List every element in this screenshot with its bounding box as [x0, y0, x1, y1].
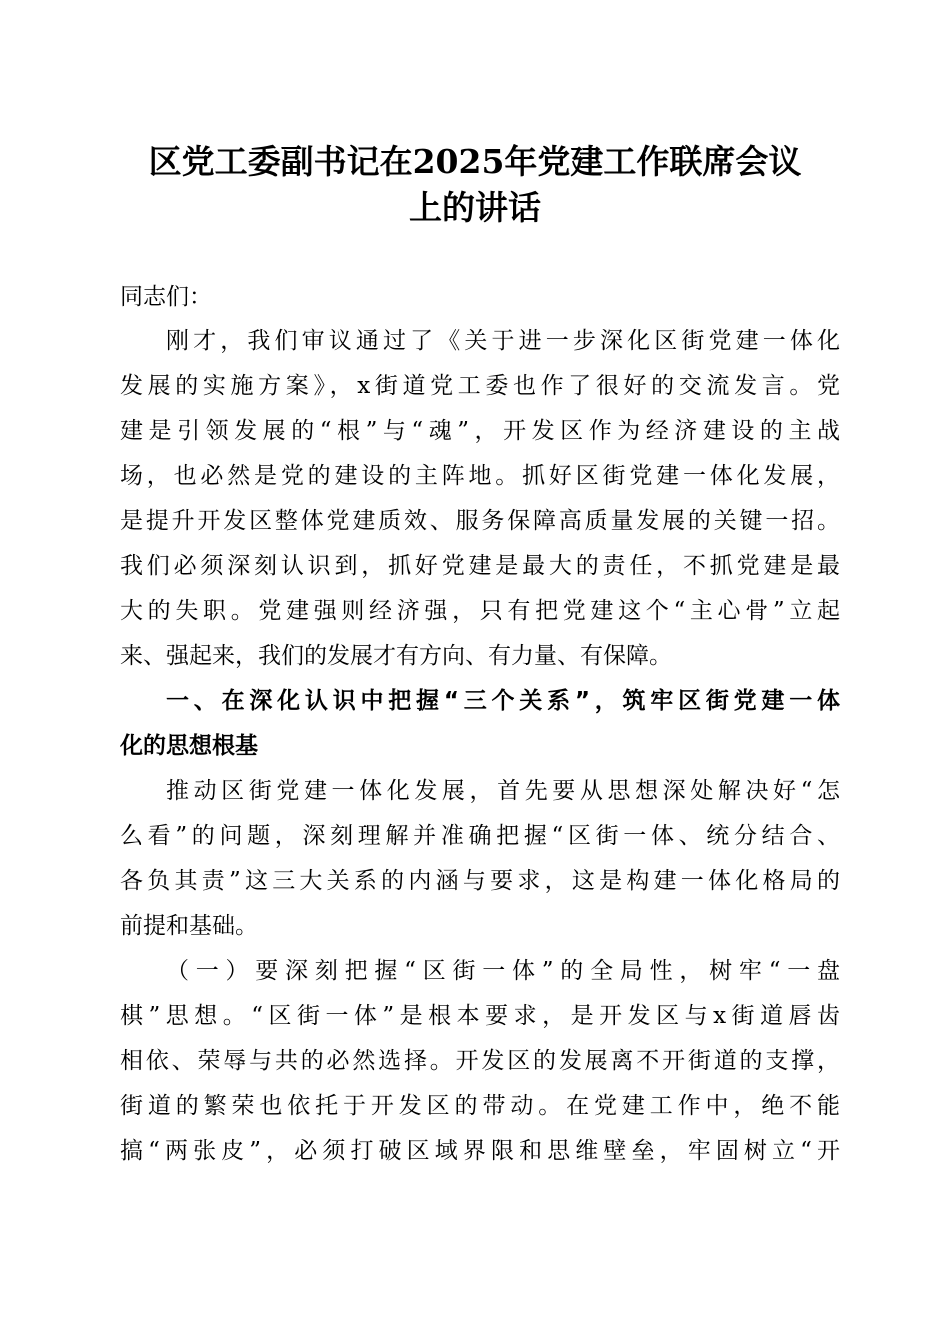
- paragraph-3-line: 相依、荣辱与共的必然选择。开发区的发展离不开街道的支撑，: [120, 1048, 840, 1074]
- section-heading-line: 一、在深化认识中把握“三个关系”，筑牢区街党建一体: [166, 688, 840, 714]
- paragraph-1-line: 刚才，我们审议通过了《关于进一步深化区街党建一体化: [166, 328, 840, 354]
- paragraph-2-line: 前提和基础。: [120, 913, 258, 939]
- paragraph-1-line: 来、强起来，我们的发展才有方向、有力量、有保障。: [120, 643, 672, 669]
- paragraph-1-line: 发展的实施方案》，x街道党工委也作了很好的交流发言。党: [120, 373, 840, 399]
- paragraph-2-line: 各负其责”这三大关系的内涵与要求，这是构建一体化格局的: [120, 868, 840, 894]
- paragraph-3-line: （一）要深刻把握“区街一体”的全局性，树牢“一盘: [166, 958, 840, 984]
- salutation: 同志们：: [120, 284, 212, 310]
- paragraph-1-line: 建是引领发展的“根”与“魂”，开发区作为经济建设的主战: [120, 418, 840, 444]
- paragraph-2-line: 推动区街党建一体化发展，首先要从思想深处解决好“怎: [166, 778, 840, 804]
- paragraph-1-line: 场，也必然是党的建设的主阵地。抓好区街党建一体化发展，: [120, 463, 840, 489]
- paragraph-3-line: 搞“两张皮”，必须打破区域界限和思维壁垒，牢固树立“开: [120, 1138, 840, 1164]
- paragraph-3-line: 街道的繁荣也依托于开发区的带动。在党建工作中，绝不能: [120, 1093, 840, 1119]
- paragraph-1-line: 大的失职。党建强则经济强，只有把党建这个“主心骨”立起: [120, 598, 840, 624]
- paragraph-3-line: 棋”思想。“区街一体”是根本要求，是开发区与x街道唇齿: [120, 1003, 840, 1029]
- document-title-line-2: 上的讲话: [409, 188, 541, 227]
- paragraph-2-line: 么看”的问题，深刻理解并准确把握“区街一体、统分结合、: [120, 823, 840, 849]
- paragraph-1-line: 是提升开发区整体党建质效、服务保障高质量发展的关键一招。: [120, 508, 840, 534]
- document-title-line-1: 区党工委副书记在2025年党建工作联席会议: [148, 142, 802, 181]
- paragraph-1-line: 我们必须深刻认识到，抓好党建是最大的责任，不抓党建是最: [120, 553, 840, 579]
- section-heading-line: 化的思想根基: [120, 733, 258, 759]
